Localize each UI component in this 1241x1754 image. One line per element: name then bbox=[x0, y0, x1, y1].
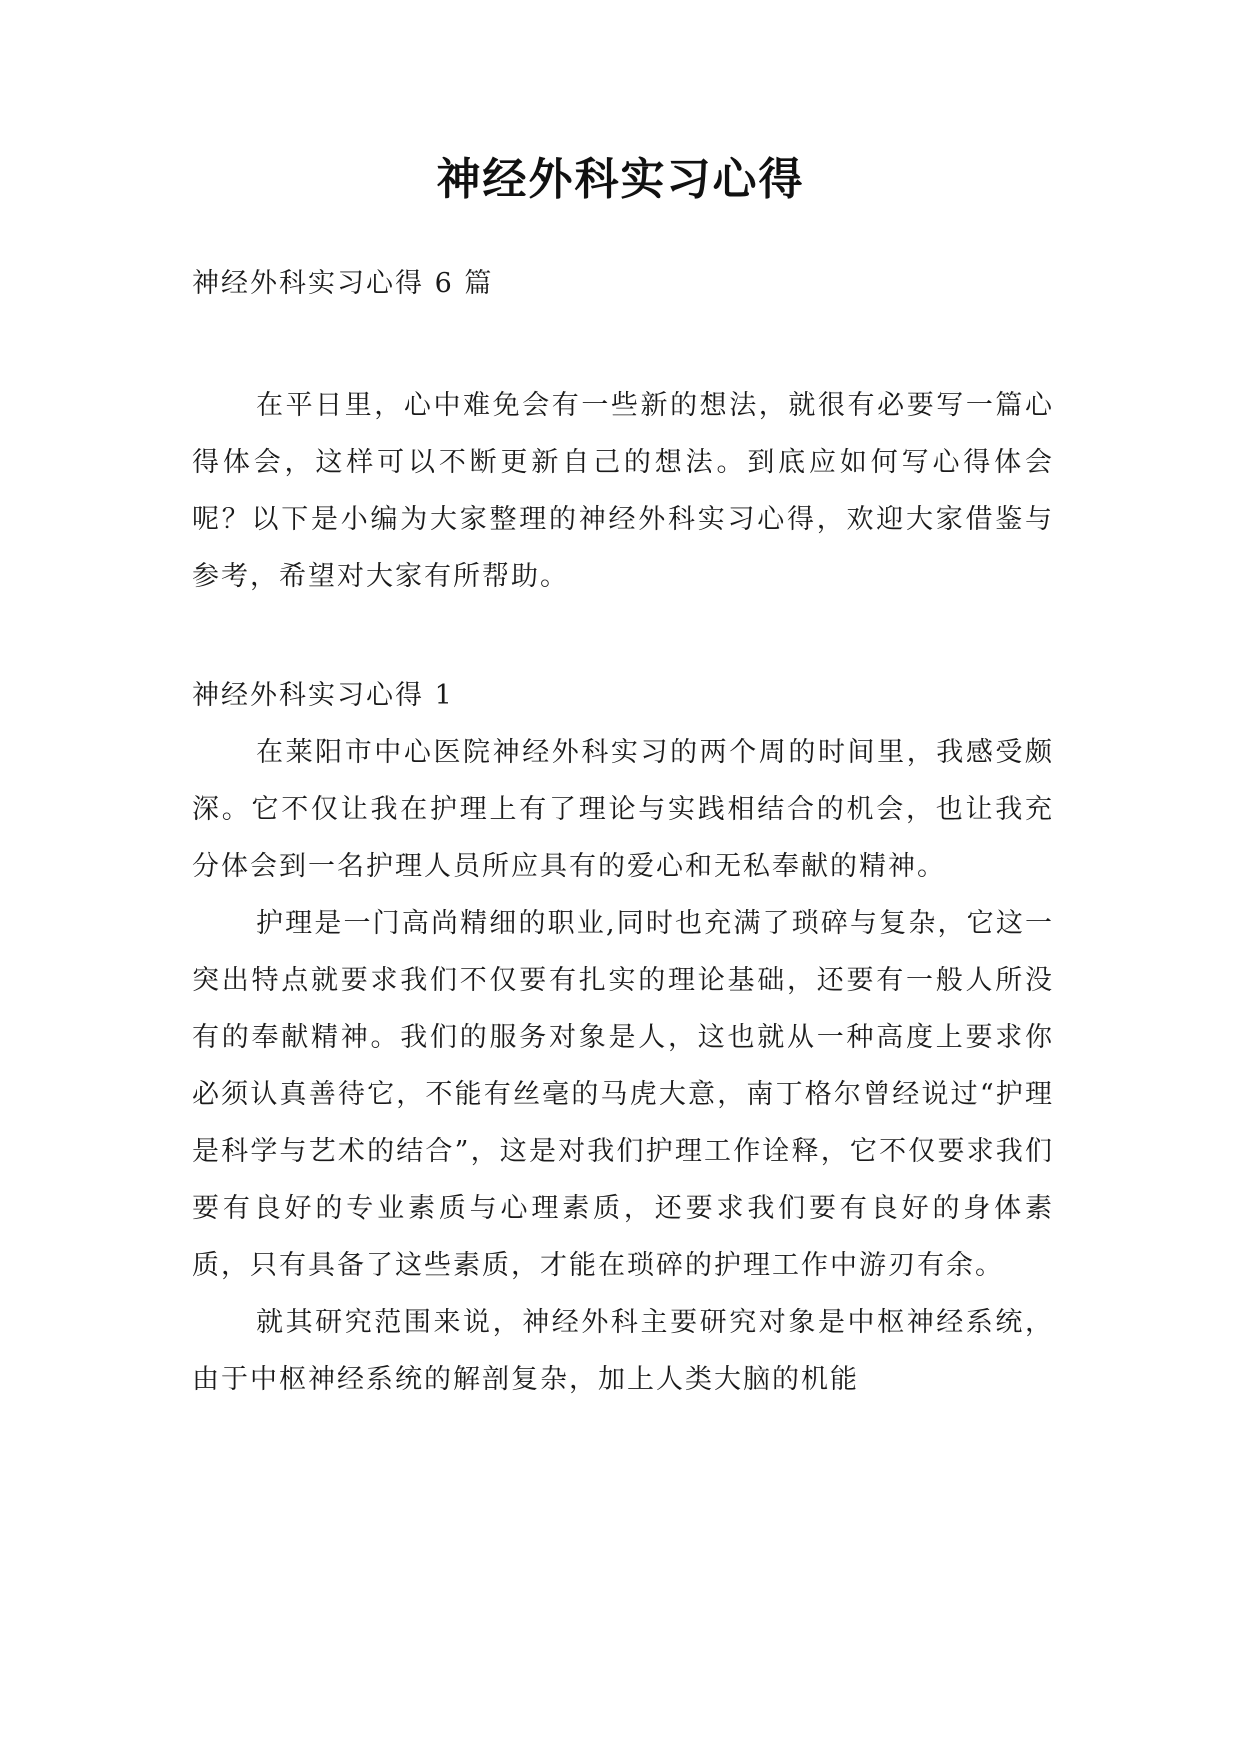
document-title: 神经外科实习心得 bbox=[436, 154, 805, 205]
body-paragraph: 就其研究范围来说，神经外科主要研究对象是中枢神经系统，由于中枢神经系统的解剖复杂，加上人类大脑的机能 bbox=[192, 1307, 1054, 1395]
section-heading: 神经外科实习心得 1 bbox=[192, 680, 454, 711]
document-body bbox=[192, 255, 1054, 1408]
body-paragraph: 护理是一门高尚精细的职业,同时也充满了琐碎与复杂，它这一突出特点就要求我们不仅要有扎实的理论基础，还要有一般人所没有的奉献精神。我们的服务对象是人，这也就从一种高度上要求你必须认真善待它，不能有丝毫的马虎大意，南丁格尔曾经说过“护理是科学与艺术的结合”，这是对我们护理工作诠释，它不仅要求我们要有良好的专业素质与心理素质，还要求我们要有良好的身体素质，只有具备了这些素质，才能在琐碎的护理工作中游刃有余。 bbox=[192, 908, 1054, 1281]
body-paragraph: 在莱阳市中心医院神经外科实习的两个周的时间里，我感受颇深。它不仅让我在护理上有了理论与实践相结合的机会，也让我充分体会到一名护理人员所应具有的爱心和无私奉献的精神。 bbox=[192, 737, 1054, 882]
intro-paragraph: 在平日里，心中难免会有一些新的想法，就很有必要写一篇心得体会，这样可以不断更新自己的想法。到底应如何写心得体会呢？以下是小编为大家整理的神经外科实习心得，欢迎大家借鉴与参考，希望对大家有所帮助。 bbox=[192, 390, 1054, 592]
document-subtitle: 神经外科实习心得 6 篇 bbox=[192, 268, 494, 299]
